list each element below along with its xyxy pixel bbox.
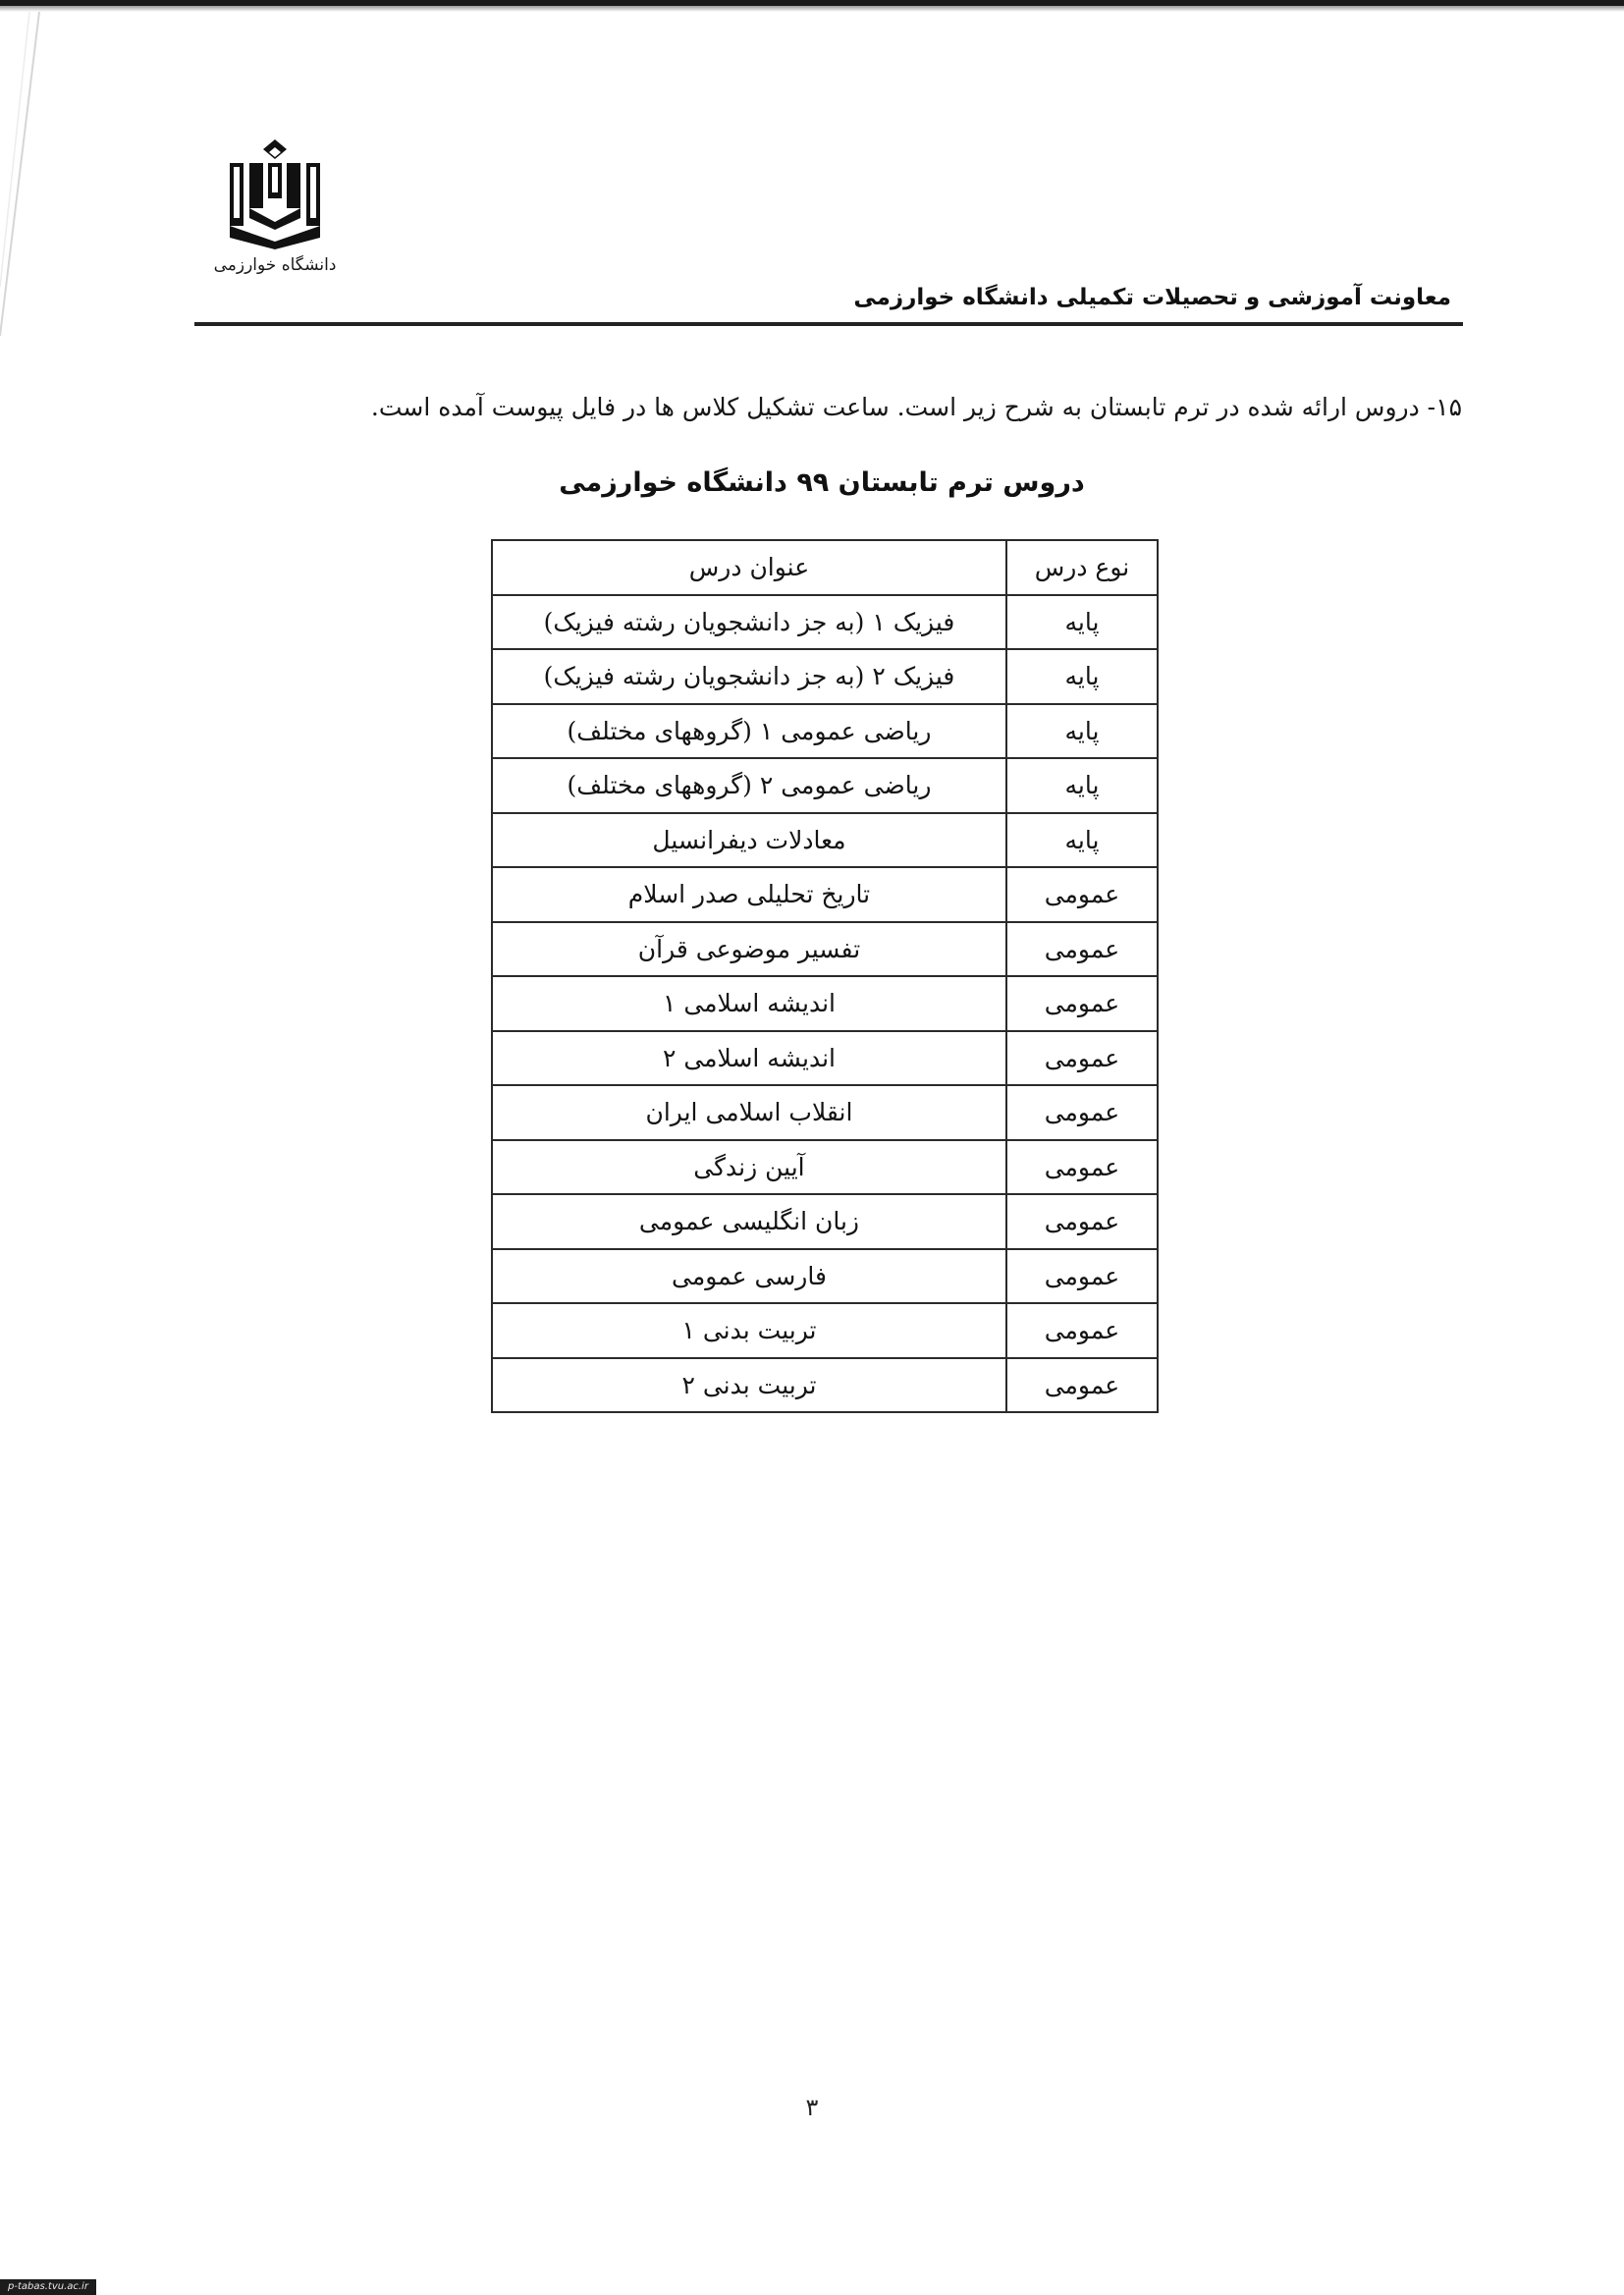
intro-paragraph: ۱۵- دروس ارائه شده در ترم تابستان به شرح زیر است. ساعت تشکیل کلاس ها در فایل پیوست آمده است. bbox=[370, 393, 1462, 421]
course-type: عمومی bbox=[1006, 1358, 1158, 1413]
course-title: فیزیک ۲ (به جز دانشجویان رشته فیزیک) bbox=[492, 649, 1006, 704]
table-row bbox=[492, 758, 1158, 813]
course-type: عمومی bbox=[1006, 1249, 1158, 1304]
course-title: فارسی عمومی bbox=[492, 1249, 1006, 1304]
course-title: انقلاب اسلامی ایران bbox=[492, 1085, 1006, 1140]
logo-caption: دانشگاه خوارزمی bbox=[213, 255, 337, 275]
course-type: پایه bbox=[1006, 704, 1158, 759]
course-type: عمومی bbox=[1006, 1085, 1158, 1140]
header-course-type: نوع درس bbox=[1006, 540, 1158, 595]
course-type: پایه bbox=[1006, 813, 1158, 868]
course-title: معادلات دیفرانسیل bbox=[492, 813, 1006, 868]
header-title: معاونت آموزشی و تحصیلات تکمیلی دانشگاه خوارزمی bbox=[853, 285, 1451, 310]
table-row bbox=[492, 649, 1158, 704]
table-row bbox=[492, 1194, 1158, 1249]
table-title: دروس ترم تابستان ۹۹ دانشگاه خوارزمی bbox=[559, 467, 1085, 498]
page-number: ۳ bbox=[805, 2094, 819, 2121]
course-type: پایه bbox=[1006, 649, 1158, 704]
course-type: عمومی bbox=[1006, 1031, 1158, 1086]
courses-table bbox=[491, 539, 1159, 1413]
table-row bbox=[492, 1085, 1158, 1140]
course-title: زبان انگلیسی عمومی bbox=[492, 1194, 1006, 1249]
table-row bbox=[492, 813, 1158, 868]
course-type: پایه bbox=[1006, 595, 1158, 650]
header-divider bbox=[194, 322, 1463, 326]
course-title: آیین زندگی bbox=[492, 1140, 1006, 1195]
table-row bbox=[492, 976, 1158, 1031]
table-row bbox=[492, 1303, 1158, 1358]
table-row bbox=[492, 1249, 1158, 1304]
table-row bbox=[492, 1140, 1158, 1195]
course-type: عمومی bbox=[1006, 976, 1158, 1031]
course-title: تربیت بدنی ۲ bbox=[492, 1358, 1006, 1413]
course-title: تربیت بدنی ۱ bbox=[492, 1303, 1006, 1358]
course-title: فیزیک ۱ (به جز دانشجویان رشته فیزیک) bbox=[492, 595, 1006, 650]
table-row bbox=[492, 704, 1158, 759]
table-row bbox=[492, 922, 1158, 977]
table-row bbox=[492, 1358, 1158, 1413]
course-title: تفسیر موضوعی قرآن bbox=[492, 922, 1006, 977]
course-type: پایه bbox=[1006, 758, 1158, 813]
course-type: عمومی bbox=[1006, 867, 1158, 922]
table-row bbox=[492, 595, 1158, 650]
course-type: عمومی bbox=[1006, 1194, 1158, 1249]
course-type: عمومی bbox=[1006, 1140, 1158, 1195]
course-title: تاریخ تحلیلی صدر اسلام bbox=[492, 867, 1006, 922]
site-watermark: p-tabas.tvu.ac.ir bbox=[0, 2279, 96, 2295]
course-type: عمومی bbox=[1006, 922, 1158, 977]
table-row bbox=[492, 1031, 1158, 1086]
university-emblem-icon bbox=[230, 139, 320, 249]
table-header-row bbox=[492, 540, 1158, 595]
course-title: ریاضی عمومی ۱ (گروههای مختلف) bbox=[492, 704, 1006, 759]
table-row bbox=[492, 867, 1158, 922]
course-title: اندیشه اسلامی ۲ bbox=[492, 1031, 1006, 1086]
course-title: اندیشه اسلامی ۱ bbox=[492, 976, 1006, 1031]
header-course-title: عنوان درس bbox=[492, 540, 1006, 595]
course-type: عمومی bbox=[1006, 1303, 1158, 1358]
university-logo bbox=[201, 139, 349, 275]
course-title: ریاضی عمومی ۲ (گروههای مختلف) bbox=[492, 758, 1006, 813]
